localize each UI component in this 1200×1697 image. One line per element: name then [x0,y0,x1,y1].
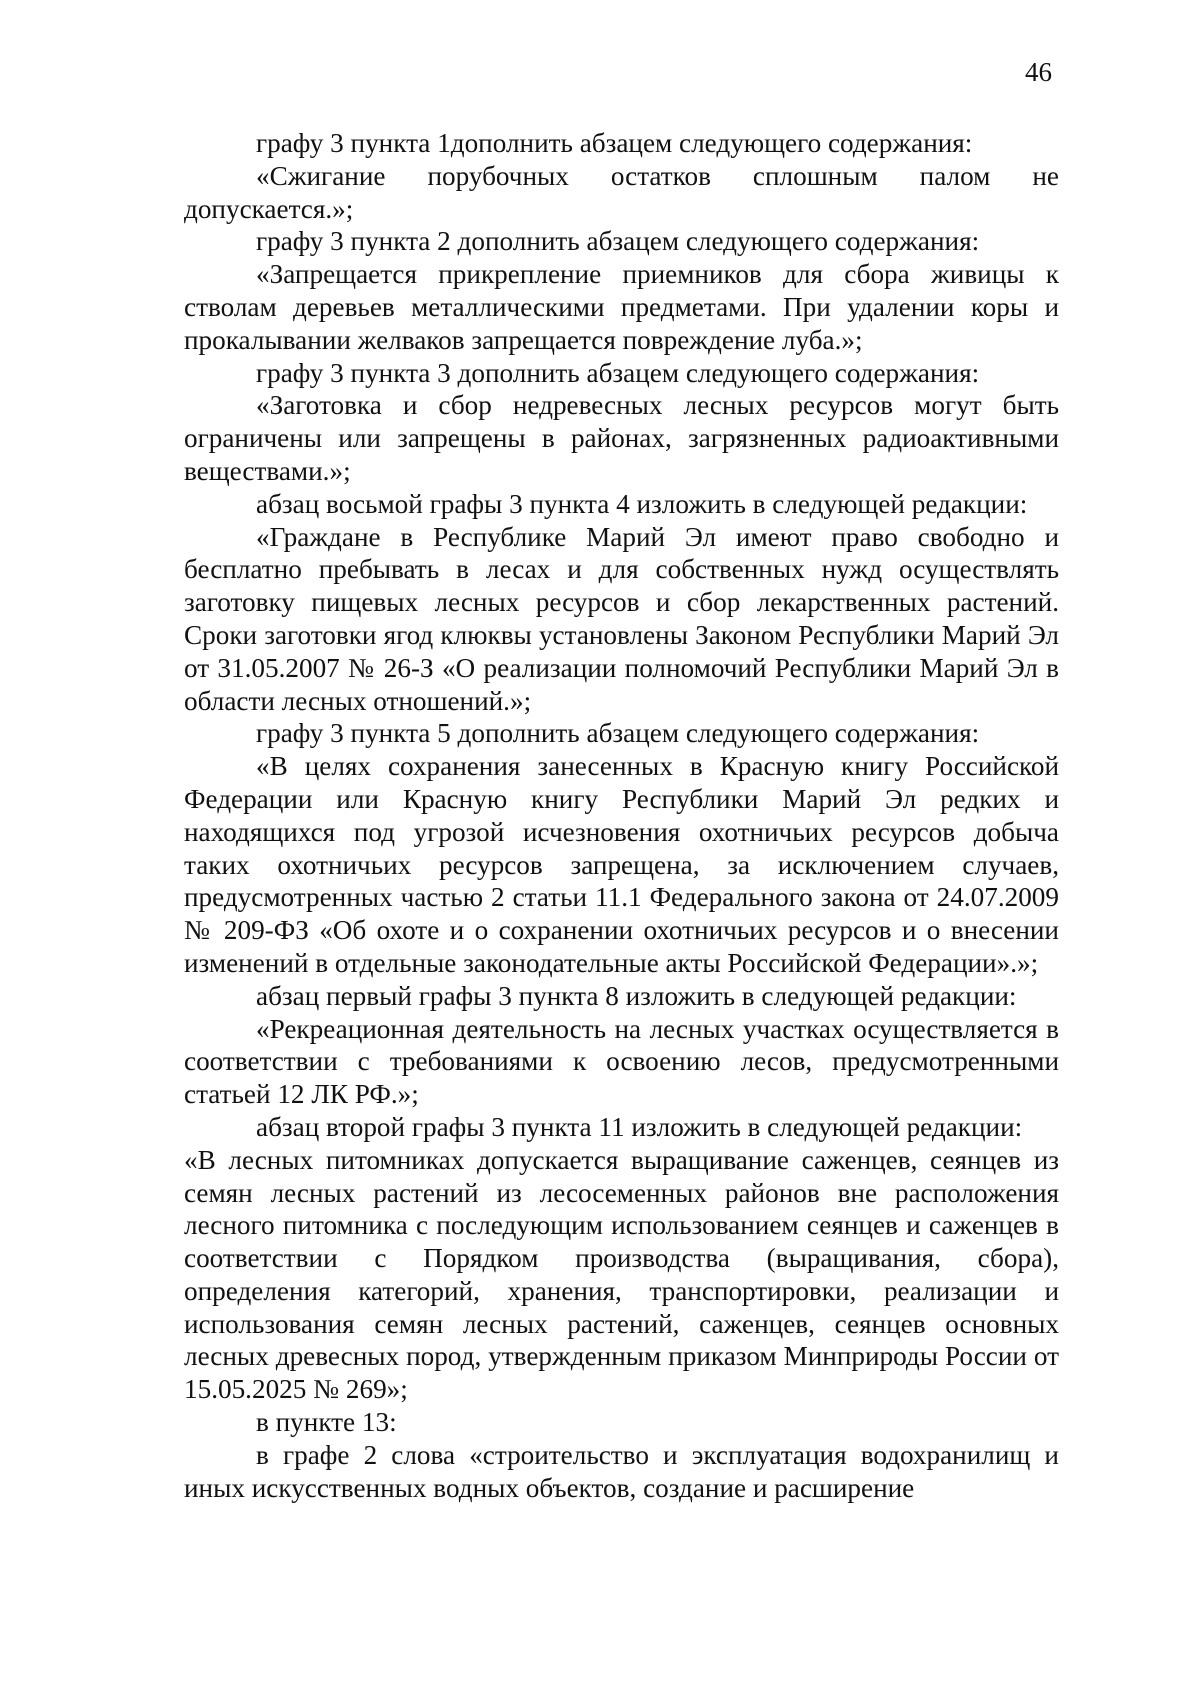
paragraph: «Заготовка и сбор недревесных лесных ресурсов могут быть ограничены или запрещены в районах, загрязненных радиоактивными веществами.»; [184,390,1059,486]
paragraph: «Запрещается прикрепление приемников для сбора живицы к стволам деревьев металлическими предметами. При удалении коры и прокалывании желваков запрещается повреждение луба.»; [184,259,1059,355]
paragraph: абзац первый графы 3 пункта 8 изложить в следующей редакции: [256,980,1017,1011]
paragraph: абзац восьмой графы 3 пункта 4 изложить в следующей редакции: [256,488,1028,519]
paragraph: «В целях сохранения занесенных в Красную книгу Российской Федерации или Красную книгу Республики Марий Эл редких и находящихся под угрозой исчезновения охотничьих ресурсов добыча таких охотничьих ресурсов запрещена, за исключением случаев, предусмотренных частью 2 статьи 11.1 Федерального закона от 24.07.2009 № 209-ФЗ «Об охоте и о сохранении охотничьих ресурсов и о внесении изменений в отдельные законодательные акты Российской Федерации».»; [184,751,1059,978]
paragraph: графу 3 пункта 1дополнить абзацем следующего содержания: [256,128,973,158]
paragraph: абзац второй графы 3 пункта 11 изложить в следующей редакции: [256,1111,1023,1142]
paragraph: графу 3 пункта 5 дополнить абзацем следующего содержания: [256,718,980,749]
page-number: 46 [1025,57,1052,87]
paragraph: «В лесных питомниках допускается выращивание саженцев, сеянцев из семян лесных растений из лесосеменных районов вне расположения лесного питомника с последующим использованием сеянцев и саженцев в соответствии с Порядком производства (выращивания, сбора), определения категорий, хранения, транспортировки, реализации и использования семян лесных растений, саженцев, сеянцев основных лесных древесных пород, утвержденным приказом Минприроды России от 15.05.2025 № 269»; [184,1144,1059,1405]
paragraph: графу 3 пункта 2 дополнить абзацем следующего содержания: [256,226,980,257]
paragraph: в пункте 13: [256,1407,397,1438]
paragraph: графу 3 пункта 3 дополнить абзацем следующего содержания: [256,357,980,388]
paragraph: в графе 2 слова «строительство и эксплуатация водохранилищ и иных искусственных водных объектов, создание и расширение [184,1439,1059,1503]
paragraph: «Граждане в Республике Марий Эл имеют право свободно и бесплатно пребывать в лесах и для собственных нужд осуществлять заготовку пищевых лесных ресурсов и сбор лекарственных растений. Сроки заготовки ягод клюквы установлены Законом Республики Марий Эл от 31.05.2007 № 26-З «О реализации полномочий Республики Марий Эл в области лесных отношений.»; [184,521,1059,716]
document-body [184,127,1059,1504]
paragraph: «Сжигание порубочных остатков сплошным палом не допускается.»; [184,160,1059,224]
paragraph: «Рекреационная деятельность на лесных участках осуществляется в соответствии с требованиями к освоению лесов, предусмотренными статьей 12 ЛК РФ.»; [184,1013,1059,1110]
